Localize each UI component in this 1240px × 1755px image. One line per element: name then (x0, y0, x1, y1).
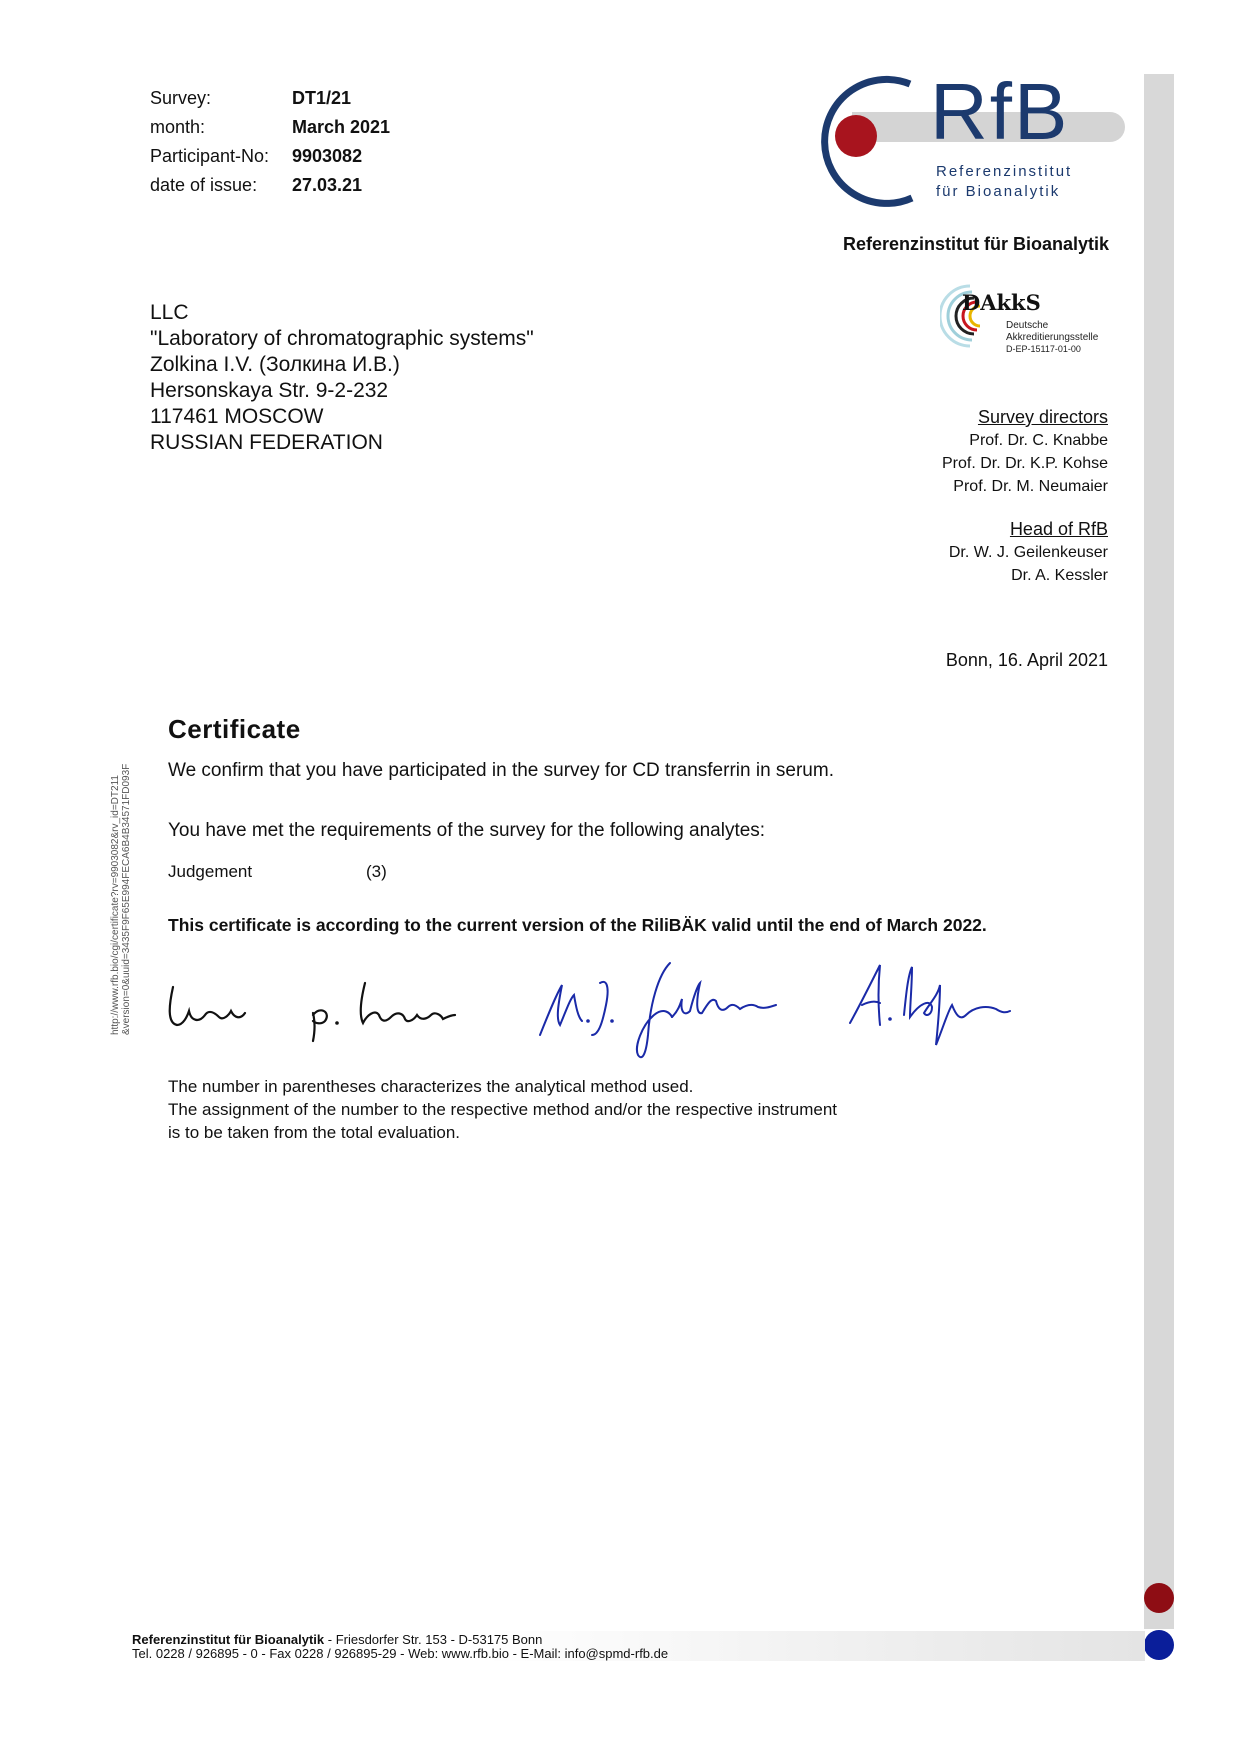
recipient-address (150, 300, 534, 456)
address-line: Hersonskaya Str. 9-2-232 (150, 379, 389, 402)
analyte-name: Judgement (168, 862, 253, 881)
institute-name: Referenzinstitut für Bioanalytik (842, 234, 1109, 254)
head-name: Dr. W. J. Geilenkeuser (948, 544, 1108, 561)
address-line: RUSSIAN FEDERATION (150, 431, 383, 454)
place-date: Bonn, 16. April 2021 (945, 650, 1108, 670)
rfb-logo-line2: für Bioanalytik (936, 183, 1061, 200)
footer (132, 1633, 668, 1661)
confirm-text: We confirm that you have participated in the survey for CD transferrin in serum. (168, 760, 834, 781)
dakks-line1: Deutsche (1006, 320, 1049, 331)
month-label: month: (150, 117, 206, 137)
signature-geilenkeuser (530, 955, 810, 1065)
issue-date-value: 27.03.21 (292, 175, 363, 195)
rfb-logo-line1: Referenzinstitut (936, 163, 1073, 180)
footer-address: - Friesdorfer Str. 153 - D-53175 Bonn (324, 1632, 543, 1647)
signature-kohse (165, 975, 495, 1055)
director-name: Prof. Dr. C. Knabbe (969, 432, 1108, 449)
requirements-text: You have met the requirements of the survey for the following analytes: (168, 820, 766, 841)
address-line: LLC (150, 301, 189, 324)
head-of-rfb (848, 517, 1108, 587)
head-heading: Head of RfB (1009, 519, 1108, 539)
director-name: Prof. Dr. Dr. K.P. Kohse (942, 455, 1108, 472)
analyte-method: (3) (366, 862, 387, 881)
footer-contact: Tel. 0228 / 926895 - 0 - Fax 0228 / 926895-29 - Web: www.rfb.bio - E-Mail: info@spmd-rfb.de (132, 1646, 669, 1661)
validity-text: This certificate is according to the current version of the RiliBÄK valid until the end of March 2022. (168, 915, 987, 935)
dakks-logo (940, 282, 1120, 362)
month-value: March 2021 (292, 117, 391, 137)
footer-line1 (132, 1633, 668, 1647)
blue-dot (1144, 1630, 1174, 1660)
side-url-line1: http://www.rfb.bio/cgi/certificate?rv=9903082&rv_id=DT211 (110, 775, 121, 1035)
certificate-title: Certificate (168, 714, 301, 744)
side-verification-url (110, 763, 132, 1035)
signature-kessler (840, 955, 1020, 1065)
red-dot (1144, 1583, 1174, 1613)
side-url-line2: &version=0&uuid=3435F9F65E994FECA6B4B34571FD093F (121, 763, 132, 1035)
notes (168, 1075, 837, 1144)
participant-label: Participant-No: (150, 146, 270, 166)
address-line: "Laboratory of chromatographic systems" (150, 327, 534, 350)
directors-heading: Survey directors (977, 407, 1108, 427)
issue-date-label: date of issue: (150, 175, 258, 195)
dakks-line3: D-EP-15117-01-00 (1006, 344, 1081, 354)
note-line: The number in parentheses characterizes the analytical method used. (168, 1077, 694, 1096)
address-line: Zolkina I.V. (Золкина И.В.) (150, 353, 400, 376)
footer-institute: Referenzinstitut für Bioanalytik (132, 1632, 325, 1647)
director-name: Prof. Dr. M. Neumaier (953, 478, 1108, 495)
dakks-line2: Akkreditierungsstelle (1006, 332, 1099, 343)
rfb-logo (790, 67, 1130, 210)
participant-value: 9903082 (292, 146, 363, 166)
survey-directors (848, 405, 1108, 498)
note-line: is to be taken from the total evaluation. (168, 1123, 461, 1142)
head-name: Dr. A. Kessler (1011, 567, 1108, 584)
survey-label: Survey: (150, 88, 212, 108)
note-line: The assignment of the number to the respective method and/or the respective instrument (168, 1100, 838, 1119)
address-line: 117461 MOSCOW (150, 405, 324, 428)
right-decorative-bar (1144, 74, 1174, 1629)
rfb-logo-text: RfB (930, 67, 1070, 156)
survey-value: DT1/21 (292, 88, 352, 108)
dakks-name: DAkkS (962, 290, 1041, 315)
